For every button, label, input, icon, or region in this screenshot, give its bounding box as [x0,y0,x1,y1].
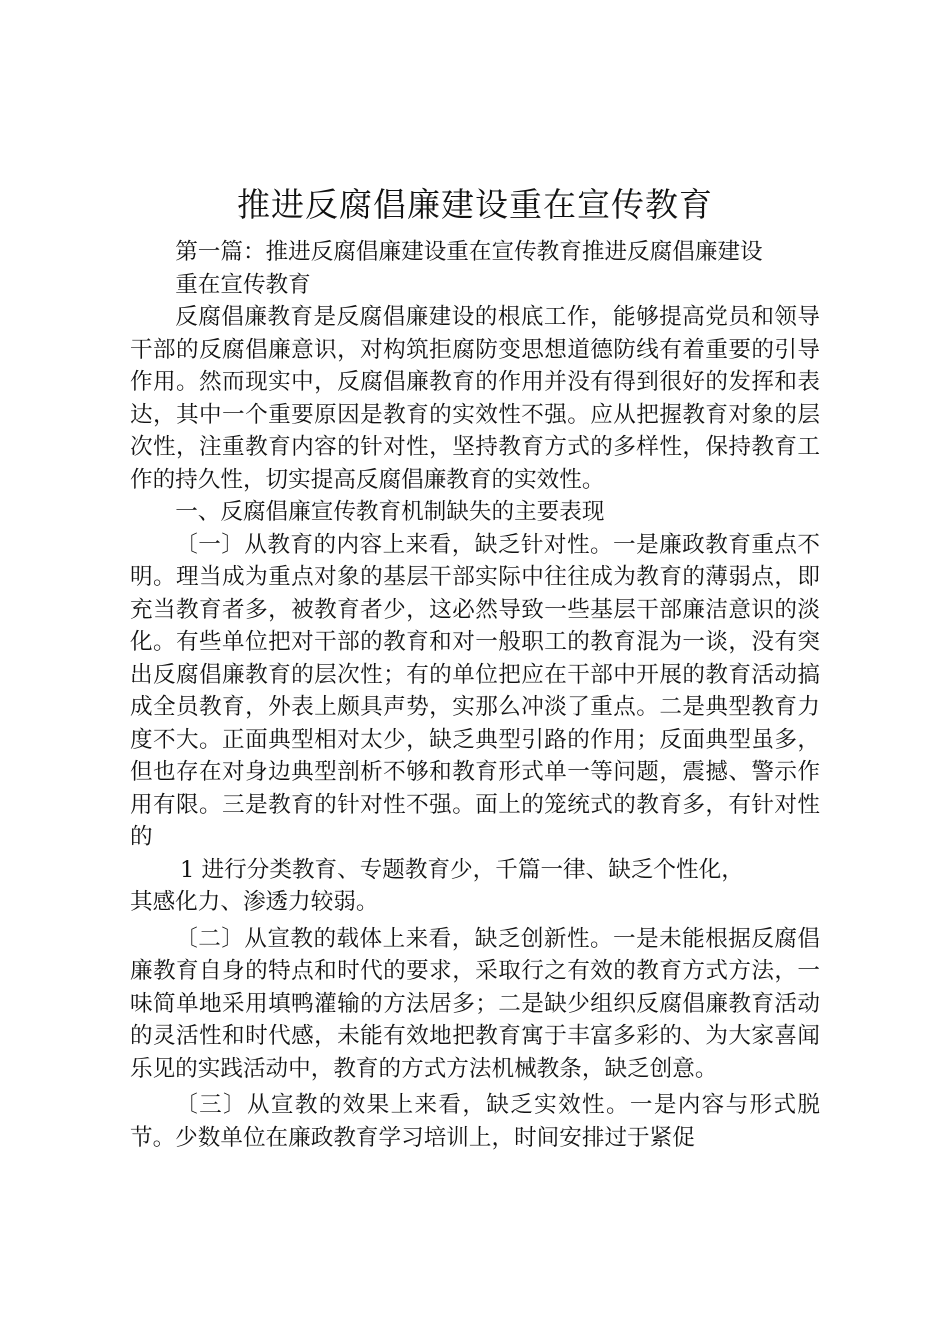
section-heading-1: 一、反腐倡廉宣传教育机制缺失的主要表现 [175,499,605,525]
paragraph-heading-first-article: 第一篇：推进反腐倡廉建设重在宣传教育推进反腐倡廉建设 [175,239,763,265]
paragraph-effect-lack-of-results: 〔三〕从宣教的效果上来看，缺乏实效性。一是内容与形式脱节。少数单位在廉政教育学习培训上，时间安排过于紧促 [130,1092,820,1151]
paragraph-carrier-lack-of-innovation: 〔二〕从宣教的载体上来看，缺乏创新性。一是未能根据反腐倡廉教育自身的特点和时代的要求，采取行之有效的教育方式方法，一味简单地采用填鸭灌输的方法居多；二是缺少组织反腐倡廉教育活动的灵活性和时代感，未能有效地把教育寓于丰富多彩的、为大家喜闻乐见的实践活动中，教育的方式方法机械教条，缺乏创意。 [130,925,820,1082]
paragraph-content-lack-of-focus: 〔一〕从教育的内容上来看，缺乏针对性。一是廉政教育重点不明。理当成为重点对象的基层干部实际中往往成为教育的薄弱点，即充当教育者多，被教育者少，这必然导致一些基层干部廉洁意识的淡化。有些单位把对干部的教育和对一般职工的教育混为一谈，没有突出反腐倡廉教育的层次性；有的单位把应在干部中开展的教育活动搞成全员教育，外表上颇具声势，实那么冲淡了重点。二是典型教育力度不大。正面典型相对太少，缺乏典型引路的作用；反面典型虽多，但也存在对身边典型剖析不够和教育形式单一等问题，震撼、警示作用有限。三是教育的针对性不强。面上的笼统式的教育多，有针对性的 [130,531,820,850]
paragraph-intro: 反腐倡廉教育是反腐倡廉建设的根底工作，能够提高党员和领导干部的反腐倡廉意识，对构筑拒腐防变思想道德防线有着重要的引导作用。然而现实中，反腐倡廉教育的作用并没有得到很好的发挥和表达，其中一个重要原因是教育的实效性不强。应从把握教育对象的层次性，注重教育内容的针对性，坚持教育方式的多样性，保持教育工作的持久性，切实提高反腐倡廉教育的实效性。 [130,304,820,493]
document-title: 推进反腐倡廉建设重在宣传教育 [237,185,713,224]
document-page [130,180,820,1154]
paragraph-heading-continuation: 重在宣传教育 [175,271,311,298]
page-break-line-text: 1 进行分类教育、专题教育少，千篇一律、缺乏个性化， [180,856,744,883]
page-break-tail-text: 其感化力、渗透力较弱。 [130,889,379,915]
paragraph-page-break-line [130,854,820,919]
